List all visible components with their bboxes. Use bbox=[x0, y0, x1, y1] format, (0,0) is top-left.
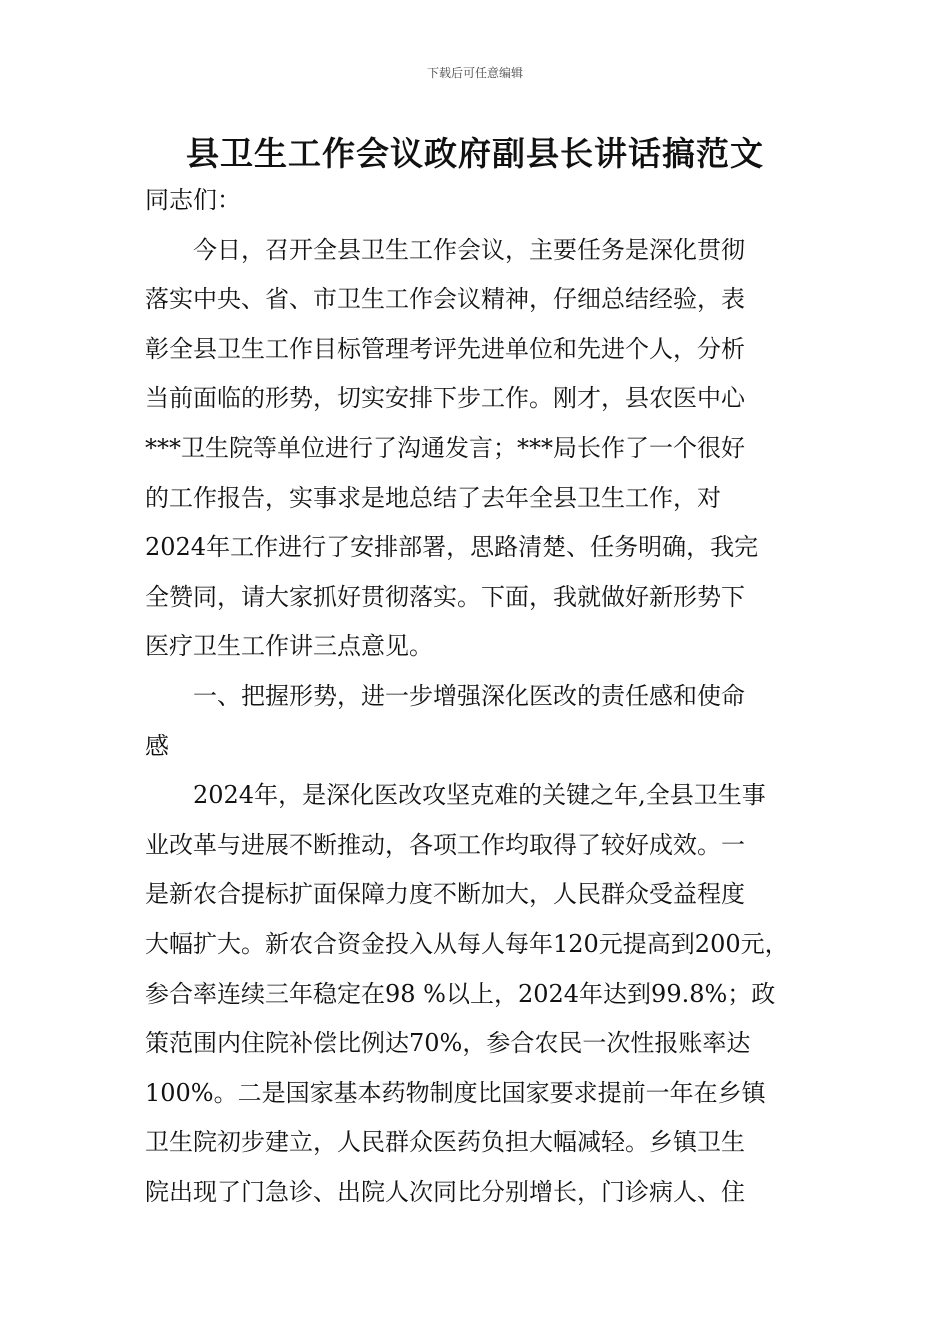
text-line-9: 全赞同，请大家抓好贯彻落实。下面，我就做好新形势下 bbox=[145, 582, 745, 611]
text-line-7: 的工作报告，实事求是地总结了去年全县卫生工作，对 bbox=[145, 483, 721, 512]
text-line-15: 是新农合提标扩面保障力度不断加大，人民群众受益程度 bbox=[145, 880, 745, 909]
text-line-8: 2024年工作进行了安排部署，思路清楚、任务明确，我完 bbox=[145, 533, 759, 562]
text-line-10: 医疗卫生工作讲三点意见。 bbox=[145, 632, 433, 661]
text-line-18: 策范围内住院补偿比例达70%，参合农民一次性报账率达 bbox=[145, 1029, 751, 1058]
text-line-17: 参合率连续三年稳定在98 %以上，2024年达到99.8%；政 bbox=[145, 979, 776, 1008]
text-line-21: 院出现了门急诊、出院人次同比分别增长，门诊病人、住 bbox=[145, 1177, 745, 1206]
text-line-6: ***卫生院等单位进行了沟通发言；***局长作了一个很好 bbox=[145, 433, 745, 462]
text-line-5: 当前面临的形势，切实安排下步工作。刚才，县农医中心 bbox=[145, 384, 745, 413]
text-line-19: 100%。二是国家基本药物制度比国家要求提前一年在乡镇 bbox=[145, 1078, 766, 1107]
text-line-16: 大幅扩大。新农合资金投入从每人每年120元提高到200元， bbox=[145, 929, 789, 958]
header-note: 下载后可任意编辑 bbox=[426, 66, 523, 80]
text-line-4: 彰全县卫生工作目标管理考评先进单位和先进个人，分析 bbox=[145, 334, 745, 363]
text-line-11: 一、把握形势，进一步增强深化医改的责任感和使命 bbox=[145, 681, 745, 710]
text-line-3: 落实中央、省、市卫生工作会议精神，仔细总结经验，表 bbox=[145, 285, 745, 314]
text-line-2: 今日，召开全县卫生工作会议，主要任务是深化贯彻 bbox=[145, 235, 745, 264]
document-body bbox=[145, 176, 811, 1217]
text-line-12: 感 bbox=[145, 731, 169, 760]
text-line-13: 2024年，是深化医改攻坚克难的关键之年,全县卫生事 bbox=[145, 781, 766, 810]
text-line-14: 业改革与进展不断推动，各项工作均取得了较好成效。一 bbox=[145, 830, 745, 859]
text-line-1: 同志们： bbox=[145, 186, 241, 214]
document-title: 县卫生工作会议政府副县长讲话搞范文 bbox=[186, 134, 764, 173]
text-line-20: 卫生院初步建立，人民群众医药负担大幅减轻。乡镇卫生 bbox=[145, 1128, 745, 1157]
